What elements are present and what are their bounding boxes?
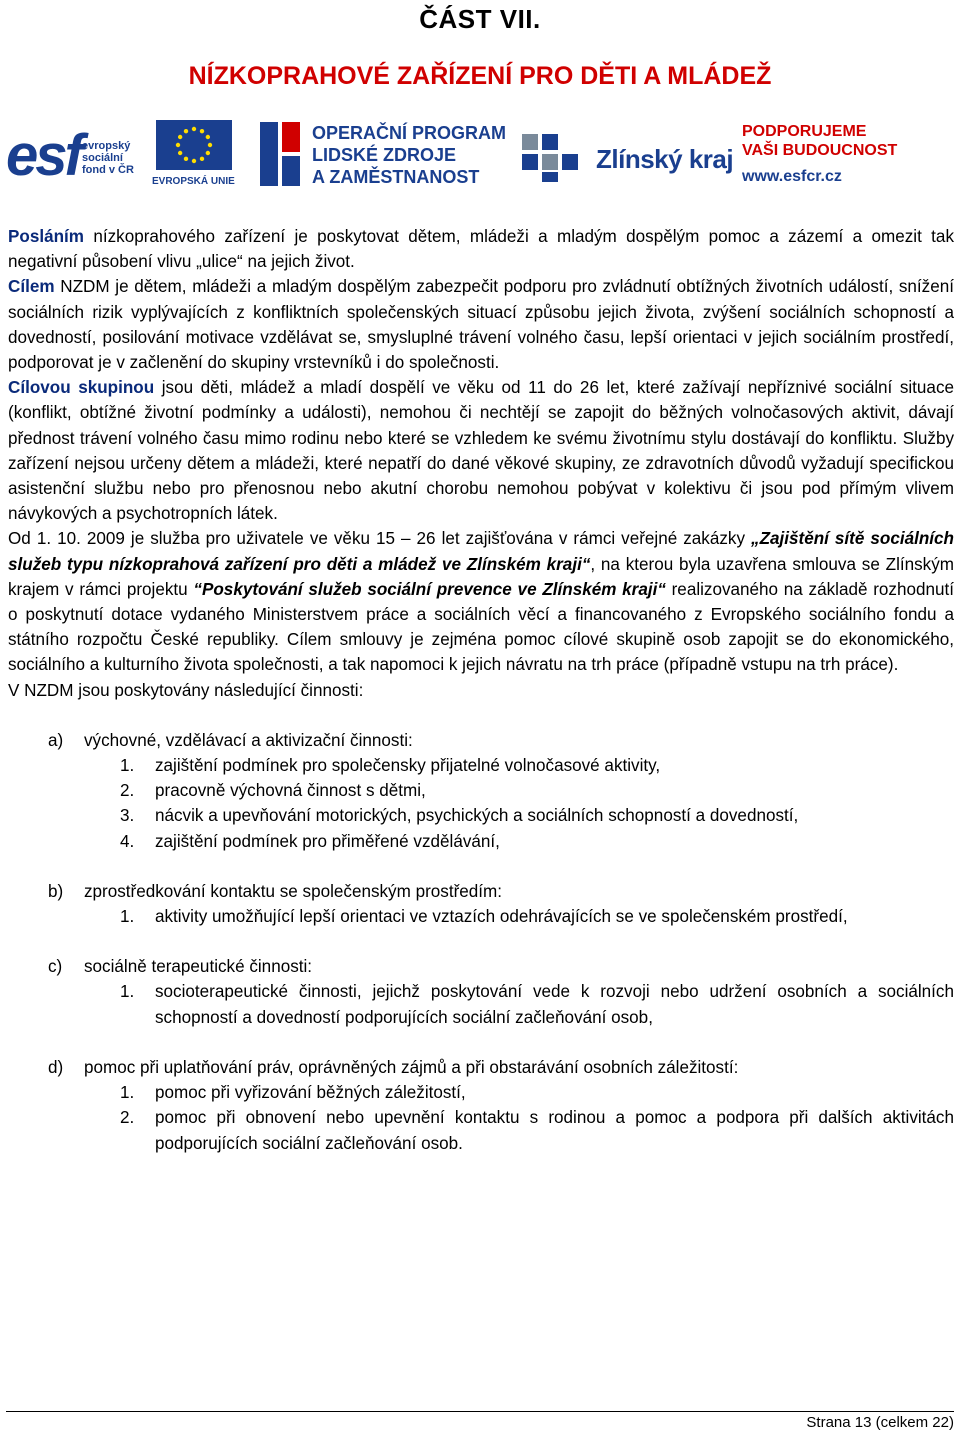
zakazka-paragraph [8, 526, 954, 677]
activity-group [8, 1055, 954, 1080]
poslani-lead: Posláním [8, 227, 84, 246]
activity-marker: b) [48, 881, 64, 901]
item-number: 1. [120, 982, 135, 1002]
esf-logo [6, 116, 146, 194]
eu-star [176, 143, 180, 147]
eu-star [178, 151, 182, 155]
zlinsky-kraj-logo [520, 116, 734, 194]
eu-logo [152, 116, 236, 194]
part-heading: ČÁST VII. [419, 4, 541, 34]
op-line: OPERAČNÍ PROGRAM [312, 123, 507, 143]
activity-group [8, 879, 954, 904]
cilem-lead: Cílem [8, 277, 55, 297]
item-number: 2. [120, 1108, 135, 1128]
footer-divider [6, 1411, 954, 1412]
zlinsky-kraj-text: Zlínský kraj [596, 144, 734, 174]
item-text: pracovně výchovná činnost s dětmi, [155, 781, 426, 801]
item-number: 1. [120, 907, 135, 927]
section-title: NÍZKOPRAHOVÉ ZAŘÍZENÍ PRO DĚTI A MLÁDEŽ [188, 62, 772, 90]
eu-star [208, 143, 212, 147]
eu-stars-icon [156, 120, 232, 170]
podporujeme-text [742, 122, 897, 160]
list-item [8, 904, 954, 929]
activity-label: sociálně terapeutické činnosti: [84, 957, 313, 977]
op-lzz-logo [256, 116, 506, 194]
esf-url: www.esfcr.cz [742, 168, 842, 185]
item-text: zajištění podmínek pro společensky přijatelné volnočasové aktivity, [155, 756, 661, 776]
eu-star [200, 157, 204, 161]
cilem-text: NZDM je dětem, mládeži a mladým dospělým zabezpečit podporu pro zvládnutí obtížných životních událostí, snížení sociálních rizik vyplývajících z konfliktních společenských situací způsobu jejich života, zvýšení sociálních schopností a dovedností, posilování motivace vzdělávat se, smysluplné trávení volného času, lepší orientaci v jejich sociálním prostředí, podporovat je v začlenění do skupiny vrstevníků i do společnosti. [8, 277, 954, 373]
esf-subtitle [82, 140, 134, 176]
pod-line: PODPORUJEME [742, 123, 867, 140]
projekt-title: “Poskytování služeb sociální prevence ve Zlínském kraji“ [193, 579, 666, 599]
item-text: zajištění podmínek pro přiměřené vzdělávání, [155, 831, 500, 851]
list-item [8, 979, 954, 1029]
item-number: 1. [120, 1083, 135, 1103]
cilova-lead: Cílovou skupinou [8, 378, 155, 398]
item-text: pomoc při obnovení nebo upevnění kontaktu s rodinou a pomoc a podpora při dalších aktivitách podporujících sociální začleňování osob. [155, 1108, 954, 1153]
op-line: LIDSKÉ ZDROJE [312, 145, 457, 165]
list-item [8, 1080, 954, 1105]
cilova-skupina-paragraph [8, 375, 954, 526]
item-text: socioterapeutické činnosti, jejichž poskytování vede k rozvoji nebo udržení osobních a sociálních schopností a dovedností podporujících sociální začleňování osob, [155, 982, 954, 1027]
activity-label: pomoc při uplatňování práv, oprávněných zájmů a při obstarávání osobních záležitostí: [84, 1057, 739, 1077]
poslani-paragraph [8, 224, 954, 274]
eu-star [184, 157, 188, 161]
esf-letters: esf [6, 123, 81, 188]
zakazka-text-1: Od 1. 10. 2009 je služba pro uživatele ve věku 15 – 26 let zajišťována v rámci veřejné zakázky [8, 529, 752, 549]
eu-star [178, 135, 182, 139]
item-number: 3. [120, 806, 135, 826]
item-number: 2. [120, 781, 135, 801]
eu-label: EVROPSKÁ UNIE [152, 176, 235, 187]
eu-star [184, 129, 188, 133]
page-number: Strana 13 (celkem 22) [806, 1414, 954, 1431]
eu-star [206, 135, 210, 139]
item-number: 4. [120, 831, 135, 851]
document-body [8, 224, 954, 1156]
op-mark-icon [256, 118, 304, 190]
list-item [8, 778, 954, 803]
eu-star [192, 127, 196, 131]
poslani-text: nízkoprahového zařízení je poskytovat dětem, mládeži a mladým dospělým pomoc a zázemí a omezit tak negativní působení vlivu „ulice“ na jejich život. [8, 227, 954, 272]
esf-sub-line: evropský [82, 140, 131, 152]
esf-sub-line: sociální [82, 152, 123, 164]
activity-marker: c) [48, 957, 63, 977]
cilova-text: jsou děti, mládež a mladí dospělí ve věku od 11 do 26 let, které zažívají nepříznivé sociální situace (konflikt, obtížné životní podmínky a události), nemohou či nechtějí se zapojit do běžných volnočasových aktivit, dávají přednost trávení volného času mimo rodinu nebo které se vzhledem ke svému životnímu stylu dostávají do konfliktu. Služby zařízení nejsou určeny dětem a mládeži, které nepatří do dané věkové skupiny, ze zdravotních důvodů vyžadují specifickou asistenční službu nebo pro přenosnou nebo akutní chorobu nemohou pobývat v kolektivu či jsou pod přímým vlivem návykových a psychotropních látek. [8, 378, 954, 524]
list-item [8, 753, 954, 778]
activity-label: zprostředkování kontaktu se společenským prostředím: [84, 881, 503, 901]
activity-marker: d) [48, 1057, 64, 1077]
activity-label: výchovné, vzdělávací a aktivizační činnosti: [84, 730, 413, 750]
item-text: nácvik a upevňování motorických, psychických a sociálních schopností a dovedností, [155, 806, 799, 826]
list-intro: V NZDM jsou poskytovány následující činnosti: [8, 680, 364, 700]
podporujeme-logo [742, 116, 952, 194]
zakazka-text-3: realizovaného na základě rozhodnutí o poskytnutí dotace vydaného Ministerstvem práce a sociálních věcí a financovaného z Evropského sociálního fondu a státního rozpočtu České republiky. Cílem smlouvy je zejména pomoc cílové skupině osob zapojit se do ekonomického, sociálního a kulturního života společnosti, a tak napomoci k jejich návratu na trh práce (případně vstupu na trh práce). [8, 579, 954, 675]
activity-group [8, 954, 954, 979]
activity-group [8, 728, 954, 753]
op-lzz-text [312, 122, 506, 188]
eu-star [192, 159, 196, 163]
op-line: A ZAMĚSTNANOST [312, 167, 480, 187]
eu-star [206, 151, 210, 155]
logo-bar [6, 116, 956, 194]
item-text: pomoc při vyřizování běžných záležitostí, [155, 1083, 466, 1103]
list-item [8, 829, 954, 854]
zakazka-title: „Zajištění sítě sociálních služeb typu nízkoprahová zařízení pro děti a mládež ve Zlínském kraji“ [8, 529, 954, 574]
zakazka-text-2: , na kterou byla uzavřena smlouva se Zlínským krajem v rámci projektu [8, 554, 955, 599]
list-item [8, 803, 954, 828]
cilem-paragraph [8, 274, 954, 375]
zlinsky-kraj-mark-icon [520, 128, 586, 184]
pod-line: VAŠI BUDOUCNOST [742, 142, 898, 159]
list-item [8, 1105, 954, 1155]
activity-marker: a) [48, 730, 64, 750]
esf-sub-line: fond v ČR [82, 164, 134, 176]
item-number: 1. [120, 756, 135, 776]
eu-star [200, 129, 204, 133]
item-text: aktivity umožňující lepší orientaci ve vztazích odehrávajících se ve společenském prostředí, [155, 907, 848, 927]
